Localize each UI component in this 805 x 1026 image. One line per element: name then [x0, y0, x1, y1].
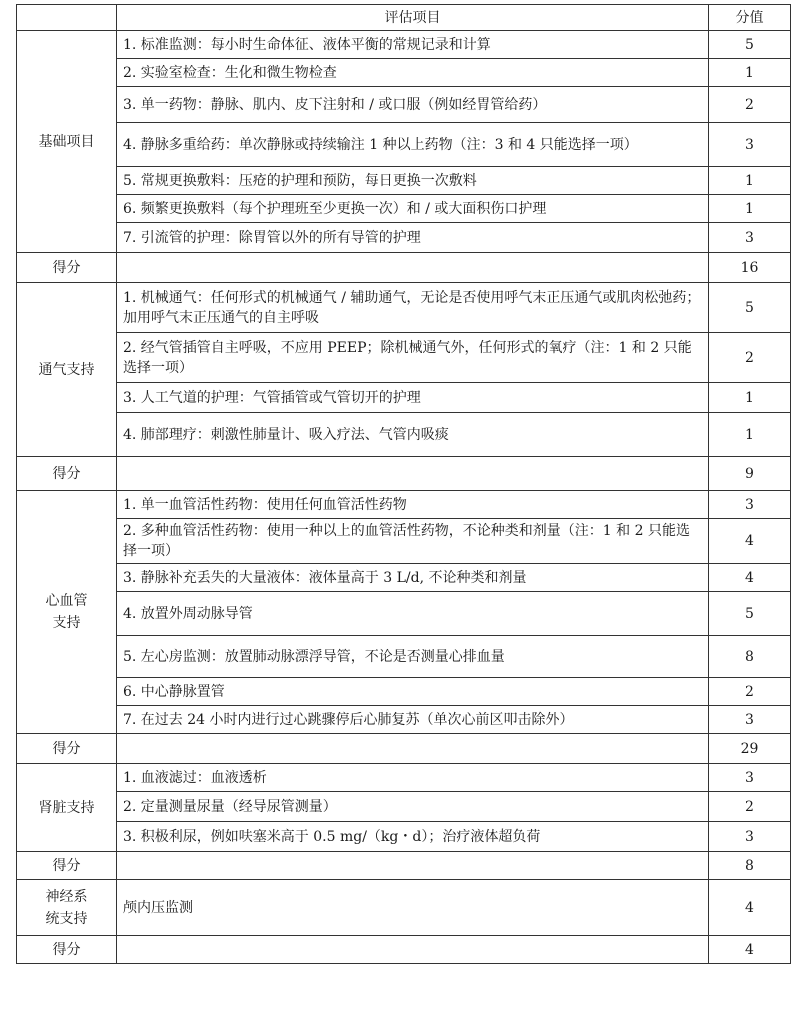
subtotal-score: 4	[709, 936, 791, 964]
header-row	[17, 5, 791, 31]
subtotal-label: 得分	[17, 457, 117, 491]
table-row	[17, 283, 791, 333]
subtotal-score: 29	[709, 734, 791, 764]
category-label: 神经系统支持	[45, 888, 88, 927]
table-row	[17, 87, 791, 123]
subtotal-score: 9	[709, 457, 791, 491]
item-text: 1. 单一血管活性药物：使用任何血管活性药物	[117, 491, 709, 519]
item-score: 1	[709, 195, 791, 223]
item-score: 2	[709, 678, 791, 706]
table-row	[17, 31, 791, 59]
subtotal-empty	[117, 936, 709, 964]
subtotal-empty	[117, 852, 709, 880]
category-cell	[17, 31, 117, 253]
subtotal-label: 得分	[17, 734, 117, 764]
category-label: 基础项目	[38, 133, 95, 150]
table-body	[17, 31, 791, 964]
subtotal-score: 16	[709, 253, 791, 283]
header-category	[17, 5, 117, 31]
table-row	[17, 519, 791, 564]
table-row	[17, 333, 791, 383]
item-text: 1. 标准监测：每小时生命体征、液体平衡的常规记录和计算	[117, 31, 709, 59]
item-text: 4. 放置外周动脉导管	[117, 592, 709, 636]
item-text: 5. 左心房监测：放置肺动脉漂浮导管，不论是否测量心排血量	[117, 636, 709, 678]
item-score: 3	[709, 123, 791, 167]
table-row	[17, 880, 791, 936]
item-text: 5. 常规更换敷料：压疮的护理和预防，每日更换一次敷料	[117, 167, 709, 195]
item-score: 8	[709, 636, 791, 678]
table-row	[17, 59, 791, 87]
item-score: 2	[709, 792, 791, 822]
subtotal-row	[17, 734, 791, 764]
item-text: 2. 定量测量尿量（经导尿管测量）	[117, 792, 709, 822]
item-score: 2	[709, 333, 791, 383]
table-row	[17, 223, 791, 253]
item-text: 1. 机械通气：任何形式的机械通气 / 辅助通气，无论是否使用呼气末正压通气或肌肉松弛药；加用呼气末正压通气的自主呼吸	[117, 283, 709, 333]
scoring-table	[16, 4, 791, 964]
header-score: 分值	[709, 5, 791, 31]
item-score: 4	[709, 564, 791, 592]
table-row	[17, 564, 791, 592]
table-row	[17, 706, 791, 734]
item-text: 7. 在过去 24 小时内进行过心跳骤停后心肺复苏（单次心前区叩击除外）	[117, 706, 709, 734]
table-row	[17, 822, 791, 852]
item-score: 3	[709, 764, 791, 792]
item-score: 5	[709, 592, 791, 636]
table-row	[17, 678, 791, 706]
header-item: 评估项目	[117, 5, 709, 31]
item-text: 3. 积极利尿，例如呋塞米高于 0.5 mg/（kg・d）；治疗液体超负荷	[117, 822, 709, 852]
category-label: 通气支持	[38, 361, 95, 378]
item-text: 2. 实验室检查：生化和微生物检查	[117, 59, 709, 87]
subtotal-row	[17, 457, 791, 491]
category-cell	[17, 880, 117, 936]
item-text: 6. 频繁更换敷料（每个护理班至少更换一次）和 / 或大面积伤口护理	[117, 195, 709, 223]
table-row	[17, 123, 791, 167]
table-row	[17, 491, 791, 519]
category-cell	[17, 764, 117, 852]
item-text: 3. 单一药物：静脉、肌内、皮下注射和 / 或口服（例如经胃管给药）	[117, 87, 709, 123]
item-score: 3	[709, 223, 791, 253]
item-score: 3	[709, 491, 791, 519]
item-text: 6. 中心静脉置管	[117, 678, 709, 706]
item-score: 5	[709, 283, 791, 333]
item-text: 2. 经气管插管自主呼吸，不应用 PEEP；除机械通气外，任何形式的氧疗（注：1 和 2 只能选择一项）	[117, 333, 709, 383]
subtotal-empty	[117, 457, 709, 491]
item-score: 4	[709, 880, 791, 936]
item-text: 2. 多种血管活性药物：使用一种以上的血管活性药物，不论种类和剂量（注：1 和 2 只能选择一项）	[117, 519, 709, 564]
item-score: 5	[709, 31, 791, 59]
table-row	[17, 167, 791, 195]
subtotal-label: 得分	[17, 253, 117, 283]
item-text: 7. 引流管的护理：除胃管以外的所有导管的护理	[117, 223, 709, 253]
item-score: 3	[709, 706, 791, 734]
item-score: 1	[709, 413, 791, 457]
item-score: 2	[709, 87, 791, 123]
subtotal-row	[17, 253, 791, 283]
table-row	[17, 383, 791, 413]
subtotal-score: 8	[709, 852, 791, 880]
item-text: 4. 静脉多重给药：单次静脉或持续输注 1 种以上药物（注：3 和 4 只能选择一项）	[117, 123, 709, 167]
item-text: 1. 血液滤过：血液透析	[117, 764, 709, 792]
subtotal-label: 得分	[17, 852, 117, 880]
item-text: 4. 肺部理疗：刺激性肺量计、吸入疗法、气管内吸痰	[117, 413, 709, 457]
subtotal-label: 得分	[17, 936, 117, 964]
item-text: 颅内压监测	[117, 880, 709, 936]
subtotal-empty	[117, 253, 709, 283]
item-score: 1	[709, 59, 791, 87]
item-score: 1	[709, 167, 791, 195]
item-score: 4	[709, 519, 791, 564]
table-row	[17, 792, 791, 822]
category-label: 肾脏支持	[38, 799, 95, 816]
subtotal-row	[17, 852, 791, 880]
table-row	[17, 413, 791, 457]
subtotal-empty	[117, 734, 709, 764]
item-text: 3. 静脉补充丢失的大量液体：液体量高于 3 L/d, 不论种类和剂量	[117, 564, 709, 592]
category-cell	[17, 491, 117, 734]
category-cell	[17, 283, 117, 457]
subtotal-row	[17, 936, 791, 964]
item-score: 1	[709, 383, 791, 413]
item-score: 3	[709, 822, 791, 852]
table-row	[17, 592, 791, 636]
table-row	[17, 195, 791, 223]
table-row	[17, 636, 791, 678]
table-row	[17, 764, 791, 792]
item-text: 3. 人工气道的护理：气管插管或气管切开的护理	[117, 383, 709, 413]
category-label: 心血管支持	[45, 593, 88, 631]
